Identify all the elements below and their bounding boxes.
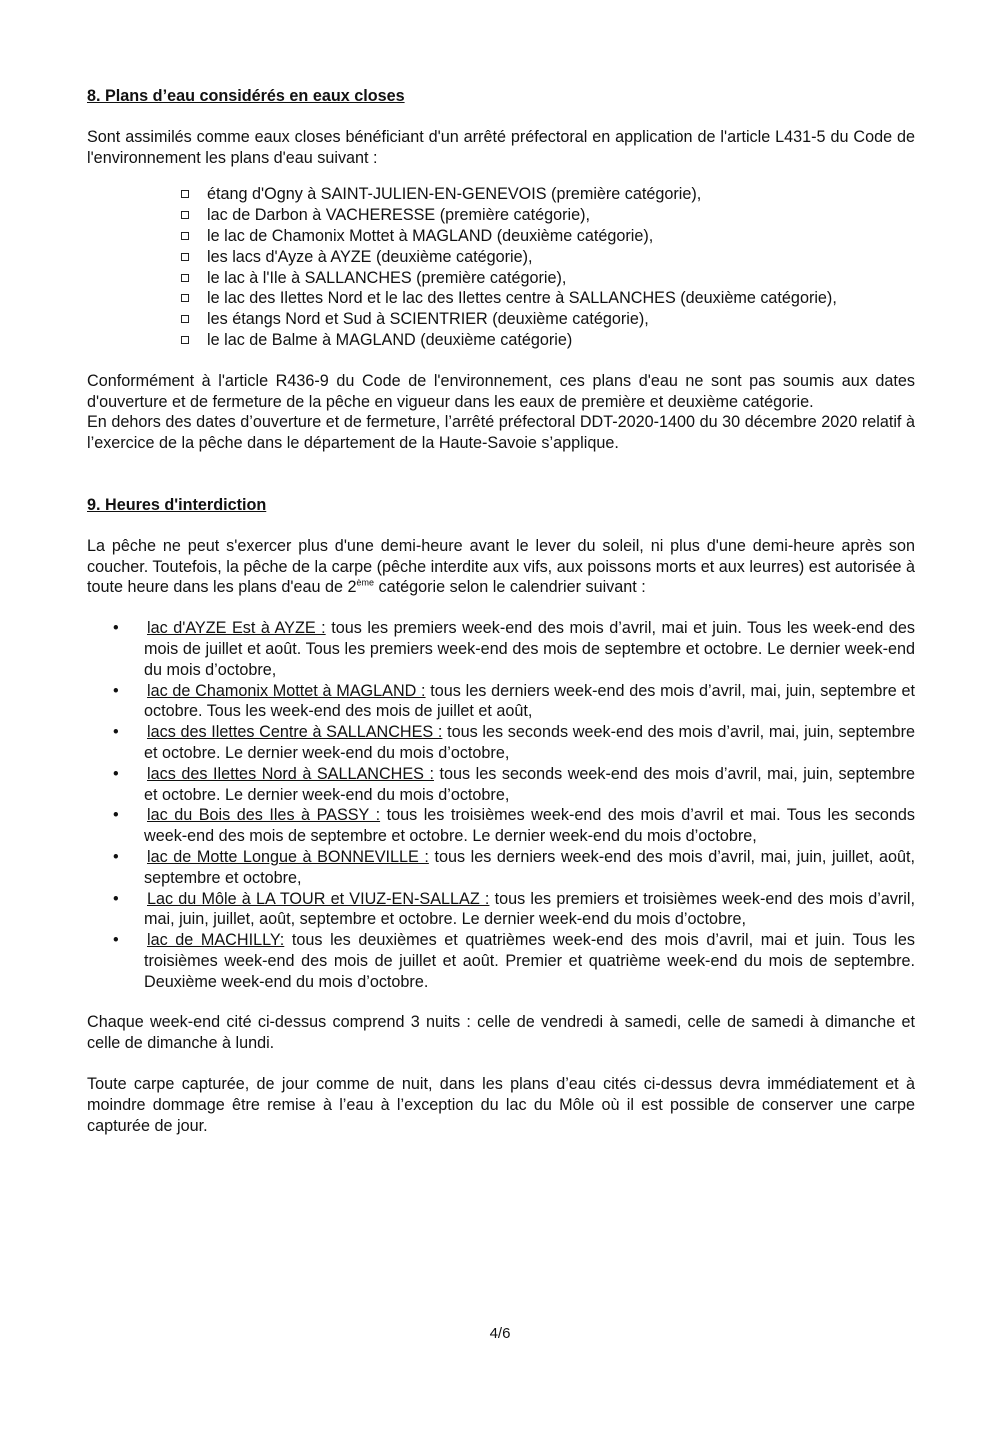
list-item-text: les lacs d'Ayze à AYZE (deuxième catégorie), xyxy=(207,247,533,266)
calendar-item xyxy=(113,618,915,680)
square-bullet-icon xyxy=(181,190,189,198)
list-item-text: le lac de Chamonix Mottet à MAGLAND (deuxième catégorie), xyxy=(207,226,654,245)
bullet-icon: • xyxy=(113,847,119,866)
section-9-paragraph-1: Chaque week-end cité ci-dessus comprend 3 nuits : celle de vendredi à samedi, celle de samedi à dimanche et celle de dimanche à lundi. xyxy=(87,1013,915,1053)
lake-name: lacs des Ilettes Nord à SALLANCHES : xyxy=(147,764,434,783)
bullet-icon: • xyxy=(113,889,119,908)
section-9-intro-end: catégorie selon le calendrier suivant : xyxy=(374,578,646,597)
calendar-item xyxy=(113,764,915,806)
calendar-item xyxy=(113,722,915,764)
schedule-text: tous les premiers week-end des mois d’avril, mai et juin. Tous les week-end des mois de juillet et août. Tous les premiers week-end des mois de septembre et octobre. Le dernier week-end du mois d’octobre, xyxy=(144,619,915,679)
list-item-text: le lac de Balme à MAGLAND (deuxième catégorie) xyxy=(207,330,573,349)
section-9-paragraph-2: Toute carpe capturée, de jour comme de nuit, dans les plans d’eau cités ci-dessus devra immédiatement et à moindre dommage être remise à l’eau à l’exception du lac du Môle où il est possible de conserver une carpe capturée de jour. xyxy=(87,1075,915,1135)
bullet-icon: • xyxy=(113,681,119,700)
list-item-text: lac de Darbon à VACHERESSE (première catégorie), xyxy=(207,206,590,225)
calendar-item xyxy=(113,805,916,847)
schedule-text: tous les premiers et troisièmes week-end des mois d’avril, mai, juin, juillet, août, septembre et octobre. Le dernier week-end du mois d’octobre, xyxy=(144,889,915,929)
bullet-icon: • xyxy=(113,723,119,742)
bullet-icon: • xyxy=(113,931,119,950)
square-bullet-icon xyxy=(181,211,189,219)
lake-name: lac d'AYZE Est à AYZE : xyxy=(147,619,326,638)
document-page xyxy=(87,86,915,1136)
list-item-text: étang d'Ogny à SAINT-JULIEN-EN-GENEVOIS (première catégorie), xyxy=(207,185,702,204)
schedule-text: tous les troisièmes week-end des mois d’avril et mai. Tous les seconds week-end des mois de septembre et octobre. Le dernier week-end du mois d’octobre, xyxy=(144,806,916,846)
schedule-text: tous les derniers week-end des mois d’avril, mai, juin, septembre et octobre. Tous les week-end des mois de juillet et août, xyxy=(144,681,915,721)
lake-name: lac de Chamonix Mottet à MAGLAND : xyxy=(147,681,426,700)
schedule-text: tous les seconds week-end des mois d’avril, mai, juin, septembre et octobre. Le dernier week-end du mois d’octobre, xyxy=(144,764,915,804)
bullet-icon: • xyxy=(113,764,119,783)
lake-name: lacs des Ilettes Centre à SALLANCHES : xyxy=(147,723,443,742)
square-bullet-icon xyxy=(181,336,189,344)
list-item xyxy=(181,268,915,289)
lake-name: lac de MACHILLY: xyxy=(147,931,285,950)
list-item-text: le lac à l'Ile à SALLANCHES (première catégorie), xyxy=(207,268,567,287)
list-item xyxy=(181,184,915,205)
section-9-intro-text: La pêche ne peut s'exercer plus d'une demi-heure avant le lever du soleil, ni plus d'une demi-heure après son coucher. Toutefois, la pêche de la carpe (pêche interdite aux vifs, aux poissons morts et aux leurres) est autorisée à toute heure dans les plans d'eau de 2 xyxy=(87,536,915,597)
lake-name: lac du Bois des Iles à PASSY : xyxy=(147,806,381,825)
section-9-heading: 9. Heures d'interdiction xyxy=(87,495,267,514)
list-item xyxy=(181,247,915,268)
square-bullet-icon xyxy=(181,315,189,323)
list-item xyxy=(181,309,915,330)
list-item-text: les étangs Nord et Sud à SCIENTRIER (deuxième catégorie), xyxy=(207,310,649,329)
list-item xyxy=(181,226,915,247)
page-number: 4/6 xyxy=(489,1325,511,1342)
bullet-icon: • xyxy=(113,619,119,638)
water-bodies-list xyxy=(87,184,915,350)
section-8-intro: Sont assimilés comme eaux closes bénéficiant d'un arrêté préfectoral en application de l'article L431-5 du Code de l'environnement les plans d'eau suivant : xyxy=(87,127,915,167)
list-item xyxy=(181,205,915,226)
schedule-text: tous les seconds week-end des mois d’avril, mai, juin, septembre et octobre. Le dernier week-end du mois d’octobre, xyxy=(144,723,915,762)
square-bullet-icon xyxy=(181,274,189,282)
superscript-eme: ème xyxy=(356,577,375,588)
calendar-item xyxy=(113,847,915,889)
calendar-item xyxy=(113,681,915,723)
square-bullet-icon xyxy=(181,232,189,240)
section-9-intro xyxy=(87,536,915,598)
schedule-text: tous les deuxièmes et quatrièmes week-end des mois d’avril, mai et juin. Tous les troisièmes week-end des mois de juillet et août. Premier et quatrième week-end du mois de septembre. Deuxième week-end du mois d’octobre. xyxy=(144,931,915,991)
section-8-paragraph-2: En dehors des dates d’ouverture et de fermeture, l’arrêté préfectoral DDT-2020-1400 du 30 décembre 2020 relatif à l’exercice de la pêche dans le département de la Haute-Savoie s’applique. xyxy=(87,413,915,453)
calendar-item xyxy=(113,930,915,992)
carp-calendar-list xyxy=(87,618,915,992)
lake-name: Lac du Môle à LA TOUR et VIUZ-EN-SALLAZ : xyxy=(147,889,490,908)
list-item xyxy=(181,330,915,351)
bullet-icon: • xyxy=(113,806,119,825)
list-item-text: le lac des Ilettes Nord et le lac des Ilettes centre à SALLANCHES (deuxième catégorie), xyxy=(207,289,837,308)
schedule-text: tous les derniers week-end des mois d’avril, mai, juin, juillet, août, septembre et octobre, xyxy=(144,847,915,887)
list-item xyxy=(181,288,915,309)
section-8-heading: 8. Plans d’eau considérés en eaux closes xyxy=(87,87,405,105)
lake-name: lac de Motte Longue à BONNEVILLE : xyxy=(147,847,429,866)
square-bullet-icon xyxy=(181,253,189,261)
section-8-paragraph-1: Conformément à l'article R436-9 du Code de l'environnement, ces plans d'eau ne sont pas soumis aux dates d'ouverture et de fermeture de la pêche en vigueur dans les eaux de première et deuxième catégorie. xyxy=(87,371,915,411)
square-bullet-icon xyxy=(181,294,189,302)
calendar-item xyxy=(113,889,915,931)
